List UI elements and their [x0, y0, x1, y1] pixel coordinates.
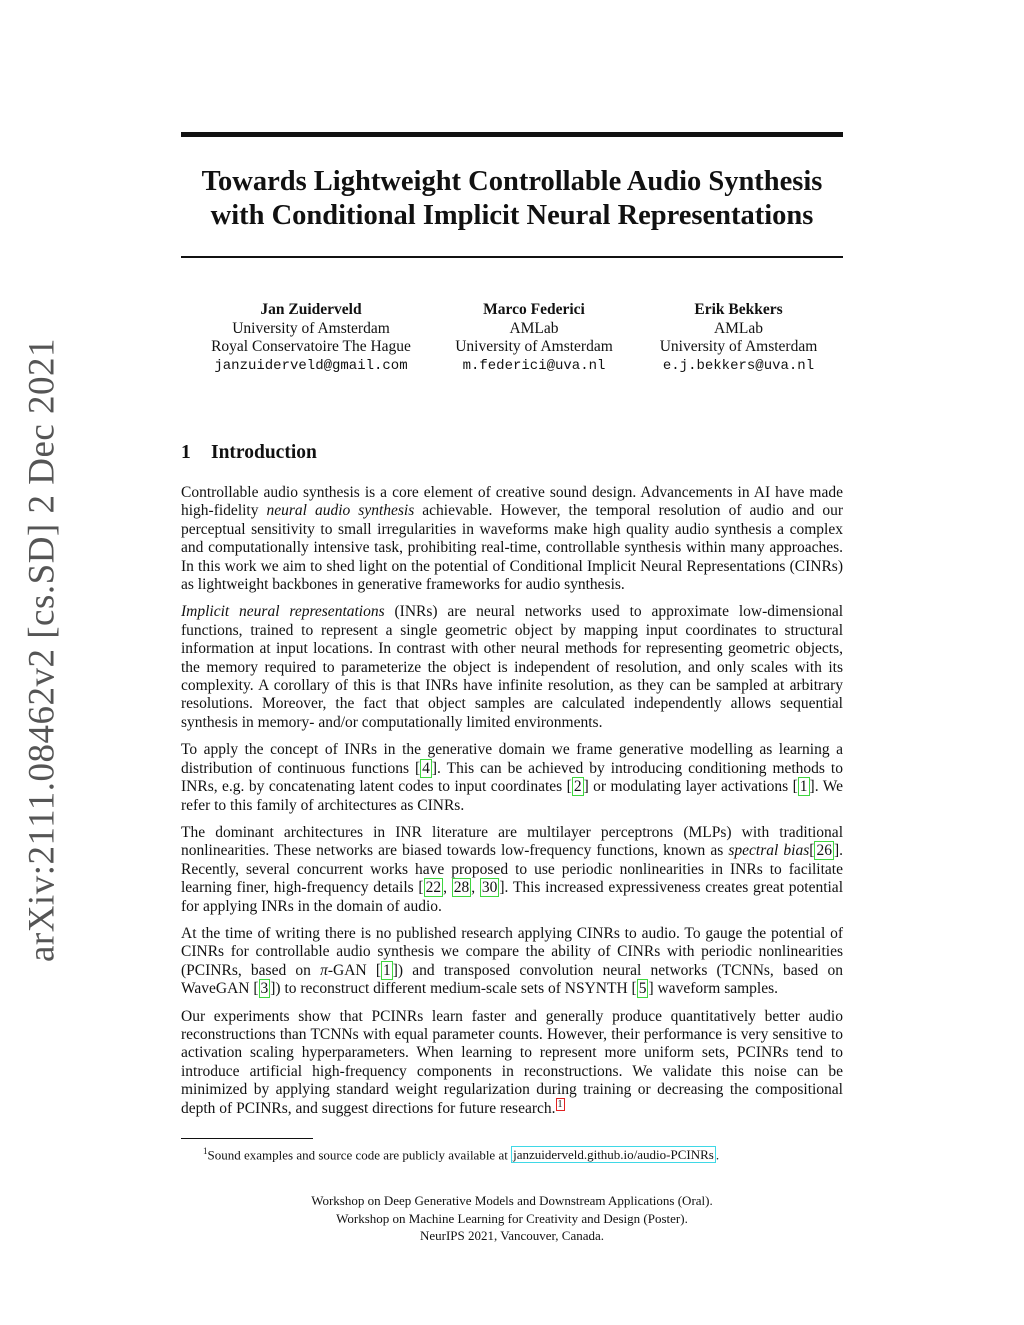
citation-link[interactable]: 22: [425, 879, 442, 897]
citation-link[interactable]: 5: [638, 980, 647, 998]
section-number: 1: [181, 442, 191, 463]
author-email: m.federici@uva.nl: [462, 357, 606, 374]
citation-link[interactable]: 26: [816, 842, 832, 860]
project-url-link[interactable]: janzuiderveld.github.io/audio-PCINRs: [513, 1147, 714, 1163]
section-title: Introduction: [211, 442, 317, 463]
venue-line-3: NeurIPS 2021, Vancouver, Canada.: [419, 1228, 605, 1243]
footnote: [181, 1143, 843, 1163]
author-affiliation: University of Amsterdam: [232, 319, 390, 337]
author-affiliation: University of Amsterdam: [455, 338, 613, 355]
text-run: The dominant architectures in INR literature are multilayer perceptrons (MLPs) with traditional nonlinearities. These networks are biased towards low-frequency functions, known as: [181, 823, 843, 860]
title-rule-bottom: [181, 256, 843, 258]
text-run: At the time of writing there is no published research applying CINRs to audio. To gauge the potential of CINRs for controllable audio synthesis we compare the ability of CINRs with periodic nonlinearities (PCINRs, based on: [181, 924, 843, 979]
citation-link[interactable]: 28: [453, 879, 470, 897]
author-affiliation: University of Amsterdam: [659, 338, 818, 355]
title-line-1: Towards Lightweight Controllable Audio Synthesis: [201, 166, 823, 197]
text-run: -GAN [: [327, 961, 381, 979]
citation-link[interactable]: 1: [799, 778, 808, 796]
author-name: Jan Zuiderveld: [260, 301, 362, 318]
footnote-rule: [181, 1138, 313, 1139]
author-affiliation: AMLab: [713, 319, 764, 337]
paragraph-3: [181, 741, 843, 815]
text-run: ] waveform samples.: [648, 980, 779, 998]
footnote-text: Sound examples and source code are publicly available at: [207, 1147, 512, 1163]
citation-link[interactable]: 30: [481, 879, 498, 897]
text-run: ]) to reconstruct different medium-scale sets of NSYNTH [: [270, 980, 637, 998]
text-run: ,: [443, 879, 452, 897]
citation-link[interactable]: 1: [383, 961, 391, 979]
author-affiliation: AMLab: [509, 319, 559, 337]
author-2: [439, 301, 629, 375]
author-email: janzuiderveld@gmail.com: [214, 357, 408, 374]
text-run: ]. We refer to this family of architectures as CINRs.: [181, 778, 844, 814]
emphasis: Implicit neural representations: [181, 603, 385, 621]
paragraph-4: [181, 824, 843, 916]
text-run: achievable. However, the temporal resolution of audio and our perceptual sensitivity to small irregularities in waveforms make high quality audio synthesis a complex and computationally intensive task, prohibiting real-time, controllable synthesis within many approaches. In this work we aim to shed light on the potential of Conditional Implicit Neural Representations (CINRs) as lightweight backbones in generative frameworks for audio synthesis.: [181, 502, 843, 594]
text-run: ]. This can be achieved by introducing conditioning methods to INRs, e.g. by concatenating latent codes to input coordinates [: [181, 759, 843, 796]
text-run: ]) and transposed convolution neural networks (TCNNs, based on WaveGAN [: [181, 961, 844, 998]
footnote-text: .: [715, 1147, 720, 1163]
emphasis: spectral bias: [728, 842, 810, 860]
text-run: ]. Recently, several concurrent works have proposed to use periodic nonlinearities in INRs to facilitate learning finer, high-frequency details [: [181, 842, 843, 897]
text-run: Controllable audio synthesis is a core element of creative sound design. Advancements in AI have made high-fidelity: [181, 484, 843, 520]
emphasis: neural audio synthesis: [266, 502, 415, 520]
text-run: ,: [471, 879, 480, 897]
arxiv-identifier-text: arXiv:2111.08462v2 [cs.SD] 2 Dec 2021: [21, 337, 63, 963]
text-run: Our experiments show that PCINRs learn faster and generally produce quantitatively better audio reconstructions than TCNNs with equal parameter counts. However, their performance is very sensitive to activation scaling hyperparameters. When learning to represent more uniform sets, PCINRs tend to introduce artificial high-frequency components in reconstructions. We validate this noise can be minimized by applying standard weight regularization during training or decreasing the compositional depth of PCINRs, and suggest directions for future research.: [181, 1007, 843, 1117]
venue-info: [181, 1192, 843, 1245]
footnote-marker-link[interactable]: 1: [557, 1098, 563, 1110]
author-email: e.j.bekkers@uva.nl: [662, 357, 815, 374]
pi-symbol: π: [320, 961, 328, 979]
author-name: Erik Bekkers: [694, 301, 783, 318]
body-text: [181, 484, 843, 1127]
text-run: ]. This increased expressiveness creates great potential for applying INRs in the domain of audio.: [181, 879, 843, 915]
paragraph-1: [181, 484, 843, 594]
text-run: (INRs) are neural networks used to approximate low-dimensional functions, trained to represent a single geometric object by mapping input coordinates to structural information at input locations. In contrast with other neural methods for representing geometric objects, the memory required to parameterize the object is independent of resolution, and only scales with its complexity. A corollary of this is that INRs have infinite resolution, as they can be sampled at arbitrary resolutions. Moreover, the fact that object samples are calculated independently allows sequential synthesis in memory- and/or computationally limited environments.: [181, 603, 844, 731]
citation-link[interactable]: 2: [573, 778, 582, 796]
section-heading: [181, 442, 317, 464]
author-3: [636, 301, 841, 375]
paper-title: [181, 165, 843, 233]
paragraph-6: [181, 1008, 843, 1118]
title-rule-top: [181, 132, 843, 137]
paragraph-2: [181, 603, 843, 732]
paragraph-5: [181, 925, 843, 999]
footnote-number: 1: [203, 1146, 208, 1156]
text-run: [: [809, 842, 815, 860]
author-affiliation: Royal Conservatoire The Hague: [211, 338, 411, 355]
citation-link[interactable]: 3: [260, 980, 269, 998]
venue-line-2: Workshop on Machine Learning for Creativity and Design (Poster).: [336, 1210, 688, 1226]
text-run: To apply the concept of INRs in the generative domain we frame generative modelling as learning a distribution of continuous functions [: [181, 741, 843, 777]
citation-link[interactable]: 4: [422, 759, 430, 777]
text-run: ] or modulating layer activations [: [583, 778, 798, 796]
author-name: Marco Federici: [483, 301, 585, 318]
venue-line-1: Workshop on Deep Generative Models and Downstream Applications (Oral).: [311, 1193, 713, 1208]
author-1: [181, 301, 441, 375]
title-line-2: with Conditional Implicit Neural Representations: [210, 200, 814, 231]
